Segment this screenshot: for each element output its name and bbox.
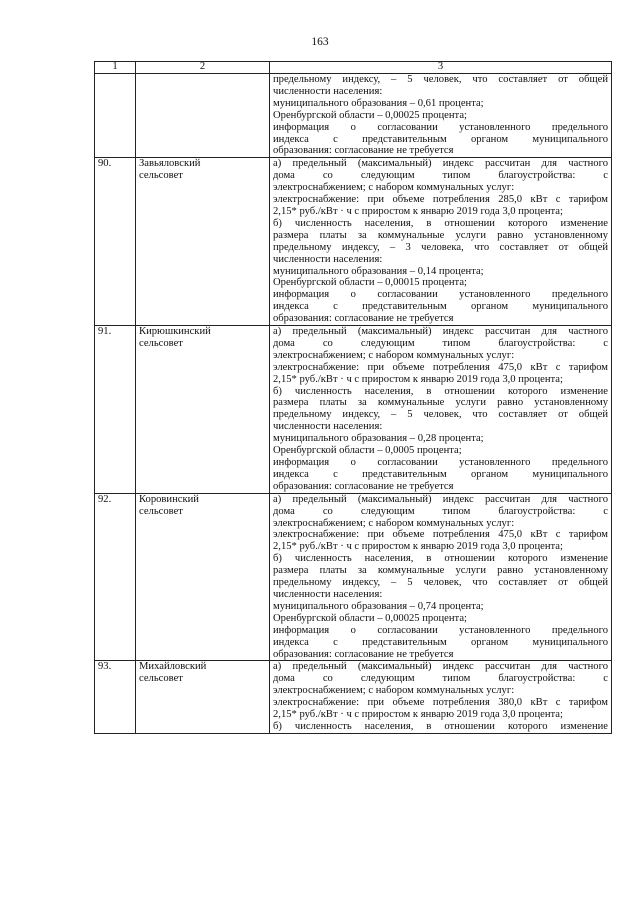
column-header-3: 3	[270, 62, 612, 74]
text-line: численности населения:	[273, 85, 383, 97]
row-number-cell: 91.	[95, 326, 136, 494]
municipality-name-line: Михайловский	[139, 661, 207, 673]
text-line: предельному индексу, – 3 человека, что составляет от общей	[273, 241, 608, 253]
text-line: дома со следующим типом благоустройства: с	[273, 673, 608, 685]
text-line: б) численность населения, в отношении которого изменение	[273, 385, 608, 397]
text-line: предельному индексу, – 5 человек, что составляет от общей	[273, 577, 608, 589]
municipality-cell	[136, 326, 270, 494]
text-line: размера платы за коммунальные услуги равно установленному	[273, 565, 608, 577]
text-line: образования: согласование не требуется	[273, 145, 454, 157]
municipality-name-line: Завьяловский	[139, 158, 201, 170]
description-cell	[270, 74, 612, 158]
text-line: Оренбургской области – 0,00015 процента;	[273, 277, 467, 289]
text-line: муниципального образования – 0,28 процента;	[273, 433, 484, 445]
description-cell	[270, 326, 612, 494]
text-line: а) предельный (максимальный) индекс рассчитан для частного	[273, 158, 608, 170]
text-line: численности населения:	[273, 253, 383, 265]
municipality-name-line: Кирюшкинский	[139, 326, 211, 338]
municipality-cell	[136, 74, 270, 158]
text-line: предельному индексу, – 5 человек, что составляет от общей	[273, 74, 608, 85]
text-line: размера платы за коммунальные услуги равно установленному	[273, 229, 608, 241]
text-line: 2,15* руб./кВт · ч с приростом к январю 2019 года 3,0 процента;	[273, 709, 563, 721]
text-line: а) предельный (максимальный) индекс рассчитан для частного	[273, 326, 608, 338]
text-line: электроснабжение: при объеме потребления 475,0 кВт с тарифом	[273, 529, 608, 541]
text-line: электроснабжением; с набором коммунальных услуг:	[273, 517, 515, 529]
text-line: б) численность населения, в отношении которого изменение	[273, 217, 608, 229]
municipality-cell	[136, 158, 270, 326]
municipality-name-line: сельсовет	[139, 673, 183, 685]
text-line: Оренбургской области – 0,0005 процента;	[273, 445, 462, 457]
table-row	[95, 661, 612, 733]
row-number-cell: 90.	[95, 158, 136, 326]
text-line: электроснабжение: при объеме потребления 475,0 кВт с тарифом	[273, 361, 608, 373]
text-line: информация о согласовании установленного предельного	[273, 624, 608, 636]
text-line: информация о согласовании установленного предельного	[273, 289, 608, 301]
text-line: численности населения:	[273, 588, 383, 600]
text-line: дома со следующим типом благоустройства: с	[273, 337, 608, 349]
municipality-name-line: Коровинский	[139, 493, 199, 505]
text-line: индекса с представительным органом муниципального	[273, 636, 608, 648]
municipality-cell	[136, 493, 270, 661]
description-cell	[270, 661, 612, 733]
text-line: электроснабжением; с набором коммунальных услуг:	[273, 349, 515, 361]
text-line: электроснабжение: при объеме потребления 285,0 кВт с тарифом	[273, 194, 608, 206]
description-cell	[270, 158, 612, 326]
text-line: а) предельный (максимальный) индекс рассчитан для частного	[273, 661, 608, 673]
text-line: образования: согласование не требуется	[273, 648, 454, 660]
text-line: дома со следующим типом благоустройства: с	[273, 505, 608, 517]
municipality-name-line: сельсовет	[139, 170, 183, 182]
text-line: б) численность населения, в отношении которого изменение	[273, 720, 608, 732]
text-line: дома со следующим типом благоустройства: с	[273, 170, 608, 182]
text-line: 2,15* руб./кВт · ч с приростом к январю 2019 года 3,0 процента;	[273, 541, 563, 553]
text-line: образования: согласование не требуется	[273, 480, 454, 492]
tariff-index-table	[94, 61, 612, 734]
text-line: размера платы за коммунальные услуги равно установленному	[273, 397, 608, 409]
text-line: электроснабжением; с набором коммунальных услуг:	[273, 685, 515, 697]
text-line: Оренбургской области – 0,00025 процента;	[273, 612, 467, 624]
table-row	[95, 158, 612, 326]
text-line: электроснабжение: при объеме потребления 380,0 кВт с тарифом	[273, 697, 608, 709]
text-line: муниципального образования – 0,74 процента;	[273, 600, 484, 612]
text-line: Оренбургской области – 0,00025 процента;	[273, 109, 467, 121]
municipality-name-line: сельсовет	[139, 337, 183, 349]
column-header-2: 2	[136, 62, 270, 74]
text-line: 2,15* руб./кВт · ч с приростом к январю 2019 года 3,0 процента;	[273, 373, 563, 385]
text-line: 2,15* руб./кВт · ч с приростом к январю 2019 года 3,0 процента;	[273, 205, 563, 217]
text-line: информация о согласовании установленного предельного	[273, 121, 608, 133]
description-cell	[270, 493, 612, 661]
text-line: а) предельный (максимальный) индекс рассчитан для частного	[273, 493, 608, 505]
text-line: численности населения:	[273, 421, 383, 433]
table-header-row	[95, 62, 612, 74]
text-line: б) численность населения, в отношении которого изменение	[273, 553, 608, 565]
text-line: индекса с представительным органом муниципального	[273, 468, 608, 480]
text-line: электроснабжением; с набором коммунальных услуг:	[273, 182, 515, 194]
text-line: муниципального образования – 0,61 процента;	[273, 97, 484, 109]
text-line: муниципального образования – 0,14 процента;	[273, 265, 484, 277]
municipality-name-line: сельсовет	[139, 505, 183, 517]
text-line: образования: согласование не требуется	[273, 313, 454, 325]
text-line: индекса с представительным органом муниципального	[273, 133, 608, 145]
page-number: 163	[311, 36, 329, 48]
municipality-cell	[136, 661, 270, 733]
column-header-1: 1	[95, 62, 136, 74]
table-row	[95, 326, 612, 494]
text-line: информация о согласовании установленного предельного	[273, 457, 608, 468]
row-number-cell	[95, 74, 136, 158]
table-row	[95, 493, 612, 661]
text-line: индекса с представительным органом муниципального	[273, 301, 608, 313]
text-line: предельному индексу, – 5 человек, что составляет от общей	[273, 409, 608, 421]
row-number-cell: 92.	[95, 493, 136, 661]
row-number-cell: 93.	[95, 661, 136, 733]
continuation-row	[95, 74, 612, 158]
